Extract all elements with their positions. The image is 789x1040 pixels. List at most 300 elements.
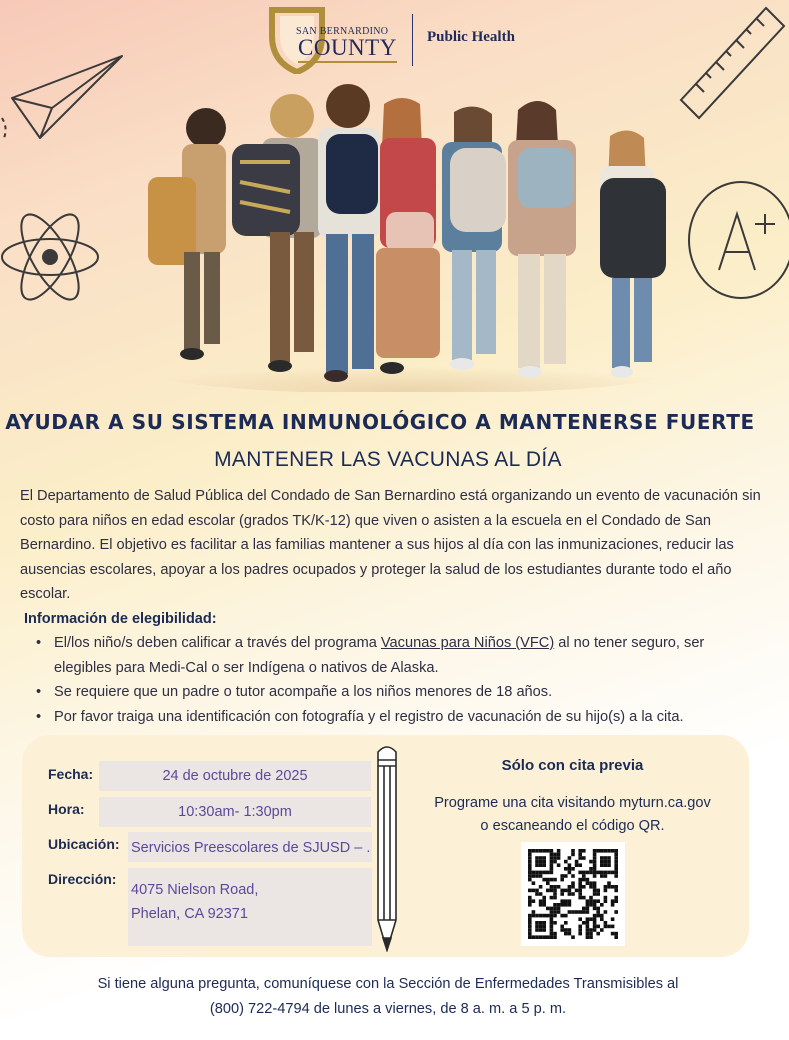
qr-module [528, 935, 532, 939]
qr-module [593, 874, 597, 878]
qr-module [560, 914, 564, 918]
qr-module [596, 910, 600, 914]
qr-module [593, 853, 597, 857]
qr-module [604, 860, 608, 864]
qr-module [586, 921, 590, 925]
qr-module [586, 910, 590, 914]
paper-airplane-icon [0, 38, 130, 148]
qr-module [604, 910, 608, 914]
qr-module [532, 874, 536, 878]
qr-module [593, 871, 597, 875]
qr-module [571, 881, 575, 885]
qr-module [550, 910, 554, 914]
qr-module [600, 917, 604, 921]
qr-module [593, 899, 597, 903]
qr-module [546, 849, 550, 853]
date-value: 24 de octubre de 2025 [99, 761, 371, 791]
qr-module [578, 892, 582, 896]
qr-module [553, 853, 557, 857]
qr-module [586, 932, 590, 936]
qr-module [600, 856, 604, 860]
time-value: 10:30am- 1:30pm [99, 797, 371, 827]
eligibility-title: Información de elegibilidad: [24, 611, 217, 627]
qr-module [600, 860, 604, 864]
qr-module [575, 860, 579, 864]
qr-module [596, 907, 600, 911]
qr-module [578, 878, 582, 882]
qr-module [614, 863, 618, 867]
qr-module [532, 889, 536, 893]
qr-module [586, 878, 590, 882]
qr-module [614, 910, 618, 914]
qr-module [528, 856, 532, 860]
qr-module [550, 853, 554, 857]
qr-module [546, 935, 550, 939]
qr-module [546, 871, 550, 875]
qr-module [535, 892, 539, 896]
qr-module [578, 917, 582, 921]
qr-module [542, 925, 546, 929]
qr-module [528, 896, 532, 900]
qr-module [596, 914, 600, 918]
qr-module [600, 863, 604, 867]
qr-module [586, 928, 590, 932]
qr-module [568, 863, 572, 867]
qr-module [614, 856, 618, 860]
qr-module [528, 860, 532, 864]
qr-module [539, 903, 543, 907]
qr-module [528, 903, 532, 907]
qr-module [568, 892, 572, 896]
qr-module [550, 896, 554, 900]
qr-module [600, 903, 604, 907]
qr-module [604, 849, 608, 853]
qr-module [532, 935, 536, 939]
qr-module [535, 921, 539, 925]
qr-module [593, 881, 597, 885]
qr-module [582, 874, 586, 878]
qr-module [539, 921, 543, 925]
qr-module [542, 896, 546, 900]
location-value: Servicios Preescolares de SJUSD – . [128, 832, 372, 862]
qr-module [542, 863, 546, 867]
address-line-2: Phelan, CA 92371 [131, 906, 248, 922]
qr-module [560, 928, 564, 932]
qr-module [589, 932, 593, 936]
qr-module [528, 925, 532, 929]
qr-module [557, 903, 561, 907]
qr-module [553, 921, 557, 925]
logo-text-top: SAN BERNARDINO [296, 26, 389, 37]
qr-module [571, 849, 575, 853]
address-line-1: 4075 Nielson Road, [131, 882, 259, 898]
qr-module [542, 871, 546, 875]
qr-module [553, 878, 557, 882]
eligibility-item [34, 631, 764, 680]
qr-module [582, 871, 586, 875]
logo-text-main: COUNTY [298, 35, 397, 63]
qr-module [535, 889, 539, 893]
qr-module [578, 863, 582, 867]
qr-module [586, 871, 590, 875]
qr-module [582, 896, 586, 900]
qr-module [578, 925, 582, 929]
qr-module [589, 903, 593, 907]
qr-module [586, 899, 590, 903]
qr-module [600, 871, 604, 875]
qr-module [535, 860, 539, 864]
qr-module [528, 863, 532, 867]
qr-module [528, 917, 532, 921]
appointment-line-1: Programe una cita visitando myturn.ca.gov [434, 795, 711, 811]
qr-module [564, 874, 568, 878]
qr-module [568, 856, 572, 860]
appointment-line-2: o escaneando el código QR. [480, 818, 665, 834]
qr-module [568, 889, 572, 893]
qr-module [582, 921, 586, 925]
footer-line-2: (800) 722-4794 de lunes a viernes, de 8 a. m. a 5 p. m. [209, 1001, 567, 1017]
qr-module [542, 935, 546, 939]
qr-module [586, 935, 590, 939]
qr-module [571, 892, 575, 896]
qr-module [532, 871, 536, 875]
qr-module [593, 914, 597, 918]
qr-module [528, 932, 532, 936]
qr-module [614, 860, 618, 864]
qr-module [550, 925, 554, 929]
qr-module [578, 881, 582, 885]
qr-module [532, 849, 536, 853]
qr-module [542, 921, 546, 925]
qr-module [604, 921, 608, 925]
qr-module [593, 903, 597, 907]
qr-module [539, 928, 543, 932]
location-label: Ubicación: [48, 836, 120, 852]
qr-module [539, 925, 543, 929]
qr-module [550, 917, 554, 921]
qr-module [560, 878, 564, 882]
qr-module [560, 874, 564, 878]
qr-module [542, 914, 546, 918]
qr-module [578, 910, 582, 914]
qr-module [557, 885, 561, 889]
qr-module [542, 849, 546, 853]
qr-module [564, 932, 568, 936]
qr-module [589, 899, 593, 903]
qr-module [571, 935, 575, 939]
qr-module [593, 849, 597, 853]
main-heading: AYUDAR A SU SISTEMA INMUNOLÓGICO A MANTENERSE FUERTE [5, 410, 755, 434]
qr-module [539, 860, 543, 864]
qr-module [571, 885, 575, 889]
address-label: Dirección: [48, 871, 117, 887]
department-name: Public Health [427, 29, 515, 45]
qr-module [578, 932, 582, 936]
qr-module [560, 892, 564, 896]
qr-module [542, 878, 546, 882]
qr-module [542, 856, 546, 860]
eligibility-item-text: El/los niño/s deben calificar a través del programa [54, 635, 381, 651]
qr-module [542, 860, 546, 864]
qr-module [604, 896, 608, 900]
qr-module [568, 899, 572, 903]
qr-module [542, 899, 546, 903]
qr-module [614, 932, 618, 936]
pencil-icon [374, 742, 400, 952]
qr-module [564, 899, 568, 903]
qr-module [550, 849, 554, 853]
qr-module [539, 935, 543, 939]
qr-module [532, 899, 536, 903]
qr-module [528, 874, 532, 878]
qr-module [564, 914, 568, 918]
qr-module [550, 889, 554, 893]
qr-module [528, 889, 532, 893]
qr-module [557, 863, 561, 867]
qr-module [557, 910, 561, 914]
qr-module [532, 881, 536, 885]
logo-divider [412, 14, 413, 66]
qr-module [611, 849, 615, 853]
qr-module [550, 935, 554, 939]
qr-module [553, 903, 557, 907]
qr-module [557, 853, 561, 857]
qr-module [564, 903, 568, 907]
qr-module [578, 849, 582, 853]
qr-module [593, 907, 597, 911]
qr-module [553, 935, 557, 939]
qr-module [542, 903, 546, 907]
qr-module [589, 871, 593, 875]
qr-module [553, 914, 557, 918]
qr-module [607, 863, 611, 867]
qr-module [553, 910, 557, 914]
qr-module [589, 885, 593, 889]
qr-module [539, 856, 543, 860]
qr-module [539, 874, 543, 878]
qr-module [535, 935, 539, 939]
qr-module [607, 856, 611, 860]
qr-module [589, 935, 593, 939]
qr-module [564, 921, 568, 925]
qr-module [528, 899, 532, 903]
qr-module [614, 885, 618, 889]
qr-module [614, 889, 618, 893]
qr-module [528, 871, 532, 875]
address-value [128, 868, 372, 946]
contact-footer [0, 972, 776, 1022]
qr-module [604, 863, 608, 867]
qr-module [578, 928, 582, 932]
qr-module [586, 925, 590, 929]
qr-module [586, 903, 590, 907]
qr-module [550, 907, 554, 911]
eligibility-item: • Por favor traiga una identificación con fotografía y el registro de vacunación de su hijo(s) a la cita. [34, 705, 764, 730]
qr-code[interactable] [521, 842, 625, 946]
qr-module [564, 889, 568, 893]
qr-module [593, 856, 597, 860]
qr-module [582, 910, 586, 914]
vfc-link[interactable]: Vacunas para Niños (VFC) [380, 635, 555, 651]
qr-module [589, 928, 593, 932]
sub-heading: MANTENER LAS VACUNAS AL DÍA [214, 448, 562, 471]
qr-module [596, 889, 600, 893]
qr-module [557, 849, 561, 853]
qr-module [550, 871, 554, 875]
qr-module [607, 881, 611, 885]
qr-module [571, 910, 575, 914]
qr-module [550, 863, 554, 867]
qr-module [614, 867, 618, 871]
qr-module [582, 885, 586, 889]
qr-module [582, 849, 586, 853]
qr-module [604, 856, 608, 860]
qr-module [564, 928, 568, 932]
qr-module [550, 867, 554, 871]
qr-module [560, 925, 564, 929]
qr-module [568, 910, 572, 914]
qr-module [568, 885, 572, 889]
qr-module [528, 878, 532, 882]
qr-module [600, 849, 604, 853]
qr-module [546, 881, 550, 885]
qr-module [535, 928, 539, 932]
intro-paragraph: El Departamento de Salud Pública del Condado de San Bernardino está organizando un evento de vacunación sin costo para niños en edad escolar (grados TK/K-12) que viven o asisten a la escuela en el Condado de San Bernardino. El objetivo es facilitar a las familias mantener a sus hijos al día con las inmunizaciones, reducir las ausencias escolares, apoyar a los padres ocupados y proteger la salud de los estudiantes durante todo el año escolar. [20, 488, 761, 602]
qr-module [604, 889, 608, 893]
qr-module [539, 863, 543, 867]
qr-module [614, 871, 618, 875]
qr-module [611, 903, 615, 907]
time-label: Hora: [48, 801, 85, 817]
footer-line-1: Si tiene alguna pregunta, comuníquese con la Sección de Enfermedades Transmisibles al [97, 976, 679, 992]
qr-module [582, 856, 586, 860]
qr-module [589, 867, 593, 871]
qr-module [535, 874, 539, 878]
qr-module [578, 853, 582, 857]
qr-module [604, 925, 608, 929]
qr-module [604, 899, 608, 903]
qr-module [614, 899, 618, 903]
qr-module [550, 885, 554, 889]
qr-module [528, 867, 532, 871]
qr-module [596, 925, 600, 929]
qr-module [550, 860, 554, 864]
qr-module [539, 892, 543, 896]
qr-module [593, 885, 597, 889]
qr-module [546, 878, 550, 882]
qr-module [604, 874, 608, 878]
qr-module [528, 914, 532, 918]
qr-module [578, 885, 582, 889]
qr-module [596, 892, 600, 896]
qr-module [611, 932, 615, 936]
qr-module [596, 899, 600, 903]
appointment-text [415, 792, 730, 838]
qr-module [596, 849, 600, 853]
qr-module [582, 878, 586, 882]
qr-module [575, 889, 579, 893]
qr-module [553, 896, 557, 900]
qr-module [535, 914, 539, 918]
qr-module [589, 917, 593, 921]
qr-module [546, 889, 550, 893]
qr-module [553, 907, 557, 911]
qr-module [611, 925, 615, 929]
qr-module [596, 871, 600, 875]
qr-module [586, 907, 590, 911]
ruler-icon [676, 0, 789, 135]
qr-module [546, 907, 550, 911]
qr-module [553, 856, 557, 860]
qr-module [614, 935, 618, 939]
qr-module [550, 856, 554, 860]
qr-module [611, 871, 615, 875]
qr-module [582, 907, 586, 911]
qr-module [575, 863, 579, 867]
qr-module [600, 874, 604, 878]
qr-module [607, 885, 611, 889]
qr-module [604, 871, 608, 875]
qr-module [535, 849, 539, 853]
qr-module [528, 853, 532, 857]
qr-module [607, 849, 611, 853]
qr-module [578, 896, 582, 900]
qr-module [550, 932, 554, 936]
qr-module [557, 907, 561, 911]
qr-module [607, 925, 611, 929]
qr-module [611, 885, 615, 889]
qr-module [593, 921, 597, 925]
qr-module [593, 867, 597, 871]
qr-module [532, 914, 536, 918]
qr-module [560, 903, 564, 907]
qr-module [593, 892, 597, 896]
qr-module [568, 903, 572, 907]
qr-module [589, 881, 593, 885]
qr-module [550, 928, 554, 932]
qr-module [611, 917, 615, 921]
eligibility-item: • Se requiere que un padre o tutor acompañe a los niños menores de 18 años. [34, 680, 764, 705]
date-label: Fecha: [48, 766, 94, 782]
qr-module [560, 889, 564, 893]
qr-module [553, 889, 557, 893]
qr-module [586, 881, 590, 885]
qr-module [532, 910, 536, 914]
qr-module [568, 867, 572, 871]
qr-module [593, 917, 597, 921]
qr-module [614, 874, 618, 878]
atom-icon [0, 205, 105, 305]
qr-module [571, 853, 575, 857]
qr-module [550, 878, 554, 882]
qr-module [589, 896, 593, 900]
qr-module [593, 860, 597, 864]
qr-module [571, 874, 575, 878]
qr-module [593, 925, 597, 929]
qr-module [564, 860, 568, 864]
eligibility-item-text: al no tener seguro, ser elegibles para Medi-Cal o ser Indígena o nativos de Alaska. [54, 635, 705, 676]
qr-module [607, 871, 611, 875]
qr-module [614, 853, 618, 857]
qr-module [575, 910, 579, 914]
qr-module [604, 885, 608, 889]
qr-module [528, 921, 532, 925]
qr-module [614, 849, 618, 853]
qr-module [553, 885, 557, 889]
qr-module [550, 914, 554, 918]
qr-module [560, 899, 564, 903]
qr-module [568, 871, 572, 875]
